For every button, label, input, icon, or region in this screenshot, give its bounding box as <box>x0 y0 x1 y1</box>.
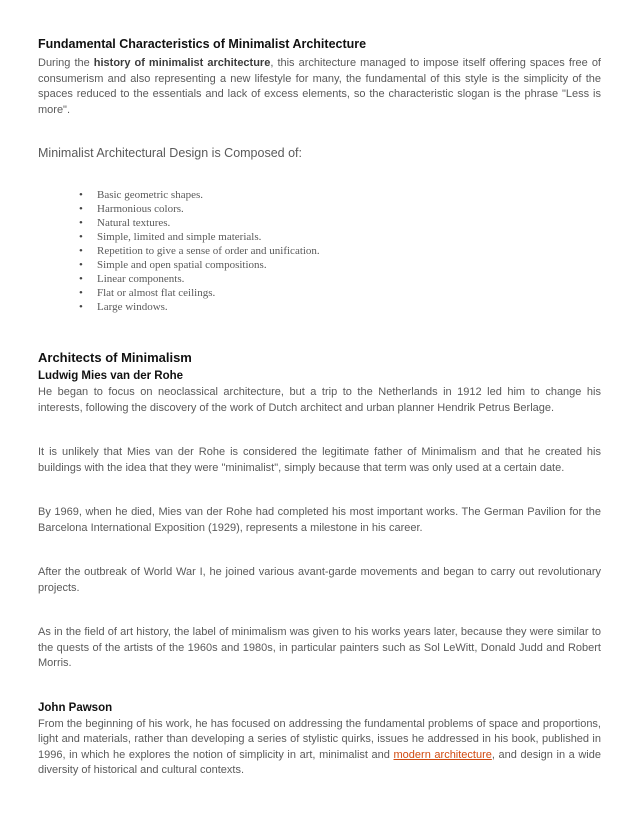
intro-text-end: , this architecture managed to impose itself offering spaces free of consumerism and also representing a new lifestyle for many, the fundamental of this style is the simplicity of the spaces reduced to the essentials and lack of excess elements, so the characteristic slogan is the phrase "Less is more". <box>38 57 601 116</box>
modern-architecture-link[interactable]: modern architecture <box>393 748 492 761</box>
document-page <box>38 36 601 779</box>
list-item: • Repetition to give a sense of order and unification. <box>79 244 601 258</box>
list-item: • Simple, limited and simple materials. <box>79 230 601 244</box>
page-title: Fundamental Characteristics of Minimalist Architecture <box>38 37 367 51</box>
list-item: • Simple and open spatial compositions. <box>79 258 601 272</box>
intro-bold-phrase: history of minimalist architecture <box>93 57 271 69</box>
mies-paragraph-5: As in the field of art history, the label of minimalism was given to his works years later, because they were similar to the quests of the artists of the 1960s and 1980s, in particular painters such as Sol LeWitt, Donald Judd and Robert Morris. <box>38 626 601 669</box>
mies-name: Ludwig Mies van der Rohe <box>38 370 184 382</box>
mies-paragraph-2: It is unlikely that Mies van der Rohe is considered the legitimate father of Minimalism and that he created his buildings with the idea that they were "minimalist", simply because that term was only used at a certain date. <box>38 446 601 474</box>
pawson-text-end: , and design in a wide diversity of historical and cultural contexts. <box>38 748 601 776</box>
intro-text-start: During the <box>38 57 94 69</box>
pawson-paragraph <box>38 717 601 779</box>
composed-heading: Minimalist Architectural Design is Composed of: <box>38 146 302 160</box>
intro-paragraph <box>38 56 601 118</box>
mies-paragraph-3: By 1969, when he died, Mies van der Rohe had completed his most important works. The German Pavilion for the Barcelona International Exposition (1929), represents a milestone in his career. <box>38 506 601 534</box>
pawson-text-start: From the beginning of his work, he has focused on addressing the fundamental problems of space and proportions, light and materials, rather than developing a series of stylistic quirks, issues he addressed in his book, published in 1996, in which he explores the notion of simplicity in art, minimalist and <box>38 717 601 761</box>
list-item: • Basic geometric shapes. <box>79 188 601 202</box>
list-item: • Harmonious colors. <box>79 202 601 216</box>
list-item: • Linear components. <box>79 272 601 286</box>
mies-paragraph-4: After the outbreak of World War I, he joined various avant-garde movements and began to carry out revolutionary projects. <box>38 566 601 594</box>
list-item: • Large windows. <box>79 300 601 314</box>
list-item: • Flat or almost flat ceilings. <box>79 286 601 300</box>
pawson-name: John Pawson <box>38 701 113 714</box>
architects-heading: Architects of Minimalism <box>38 350 192 365</box>
feature-list <box>38 188 601 314</box>
mies-paragraph-1: He began to focus on neoclassical architecture, but a trip to the Netherlands in 1912 led him to change his interests, following the discovery of the work of Dutch architect and urban planner Hendrik Petrus Berlage. <box>38 386 601 414</box>
list-item: • Natural textures. <box>79 216 601 230</box>
